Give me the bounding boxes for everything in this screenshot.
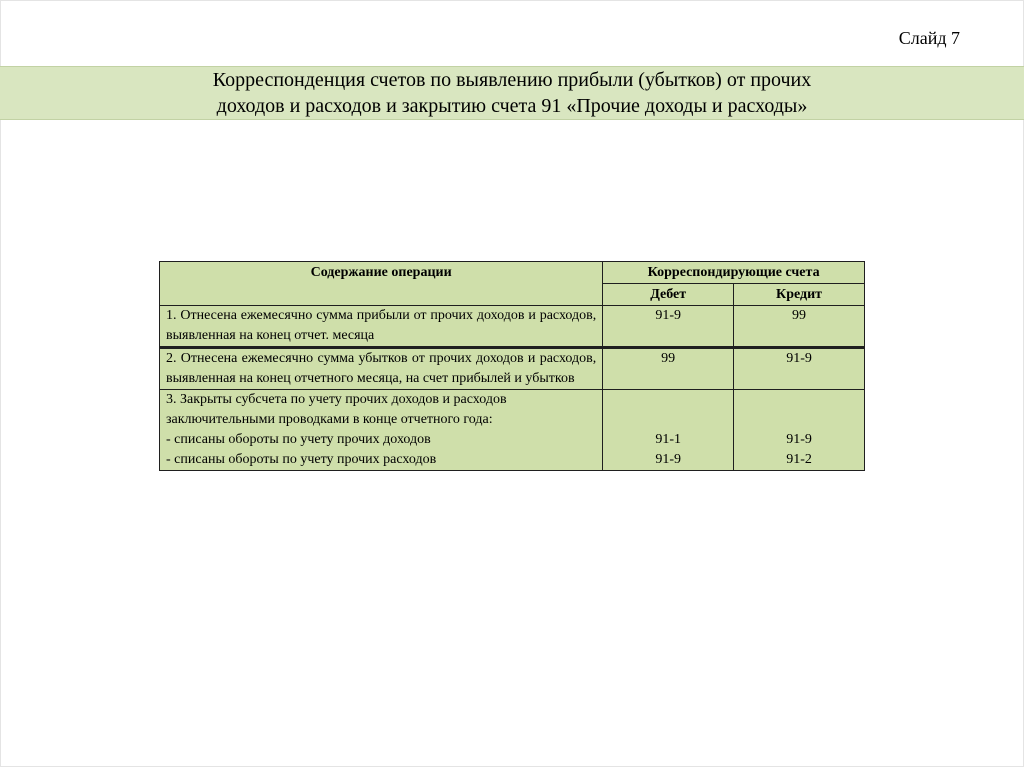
header-operation: Содержание операции	[160, 262, 603, 306]
row-3-credit	[734, 390, 865, 471]
row-3-sub-1-text: - списаны обороты по учету прочих доходов	[166, 432, 431, 447]
row-3-intro: 3. Закрыты субсчета по учету прочих доходов и расходов заключительными проводками в конце отчетного года:	[166, 392, 507, 427]
table-row	[160, 306, 865, 348]
table-header-row	[160, 262, 865, 284]
row-3-sub-1-debit: 91-1	[655, 432, 682, 447]
table-row	[160, 348, 865, 390]
row-3-operation	[160, 390, 603, 471]
row-1-operation: 1. Отнесена ежемесячно сумма прибыли от прочих доходов и расходов, выявленная на конец отчет. месяца	[160, 306, 603, 348]
slide-title-line-2: доходов и расходов и закрытию счета 91 «Прочие доходы и расходы»	[216, 95, 808, 117]
accounts-table-wrapper	[159, 261, 865, 471]
row-3-sub-2-text: - списаны обороты по учету прочих расходов	[166, 452, 437, 467]
row-2-debit: 99	[603, 348, 734, 390]
header-credit: Кредит	[734, 284, 865, 306]
table-row	[160, 390, 865, 471]
row-3-sub-2-debit: 91-9	[655, 452, 682, 467]
row-1-debit: 91-9	[603, 306, 734, 348]
slide-number: Слайд 7	[898, 28, 960, 48]
row-2-operation: 2. Отнесена ежемесячно сумма убытков от прочих доходов и расходов, выявленная на конец отчетного месяца, на счет прибылей и убытков	[160, 348, 603, 390]
row-1-credit: 99	[734, 306, 865, 348]
row-3-sub-2-credit: 91-2	[786, 452, 812, 467]
row-3-sub-1-credit: 91-9	[786, 432, 812, 447]
header-debit: Дебет	[603, 284, 734, 306]
row-2-credit: 91-9	[734, 348, 865, 390]
accounts-table	[159, 261, 865, 471]
row-3-debit	[603, 390, 734, 471]
slide-title-line-1: Корреспонденция счетов по выявлению прибыли (убытков) от прочих	[212, 69, 812, 91]
header-accounts: Корреспондирующие счета	[603, 262, 865, 284]
